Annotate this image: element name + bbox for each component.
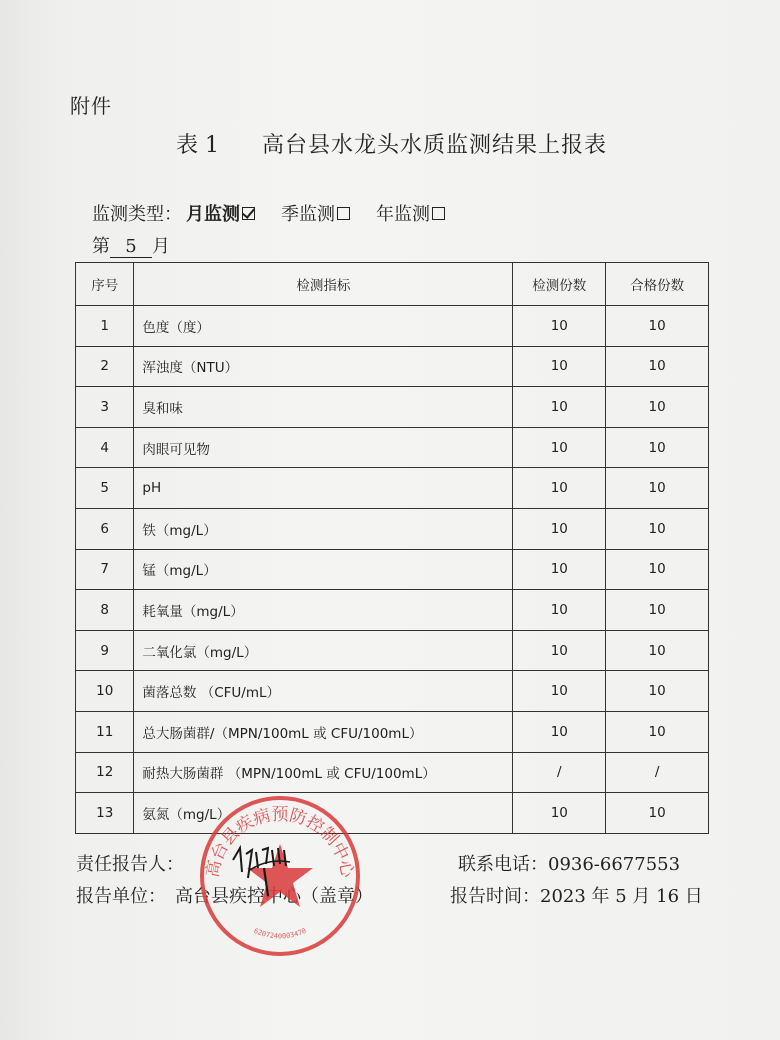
row-passed-count: / [606,752,709,793]
seal-text: 高台县疾病预防控制中心 [202,804,358,880]
option-monthly[interactable] [186,200,255,226]
row-passed-count: 10 [606,671,709,712]
checkbox-empty-icon[interactable] [337,207,350,220]
row-tested-count: 10 [513,387,606,428]
row-indicator: 氨氮（mg/L） [134,793,513,834]
table-number: 表 1 [176,133,219,158]
table-row [76,590,709,631]
table-row [76,306,709,347]
option-monthly-label: 月监测 [186,204,240,225]
row-indicator: 铁（mg/L） [134,508,513,549]
row-tested-count: 10 [513,468,606,509]
option-quarterly-label: 季监测 [281,204,335,225]
period-line [92,232,170,258]
reporter-label: 责任报告人： [76,854,184,875]
option-yearly[interactable] [376,200,445,226]
row-index: 3 [76,387,134,428]
row-tested-count: 10 [513,630,606,671]
row-index: 13 [76,793,134,834]
row-indicator: 二氧化氯（mg/L） [134,630,513,671]
header-index: 序号 [76,263,134,306]
table-row [76,711,709,752]
row-indicator: pH [134,468,513,509]
table-row [76,752,709,793]
row-tested-count: / [513,752,606,793]
row-tested-count: 10 [513,508,606,549]
header-indicator: 检测指标 [134,263,513,306]
row-tested-count: 10 [513,671,606,712]
monitor-type-label: 监测类型： [92,204,182,225]
row-tested-count: 10 [513,793,606,834]
header-passed-count: 合格份数 [606,263,709,306]
row-passed-count: 10 [606,427,709,468]
row-tested-count: 10 [513,711,606,752]
handwritten-signature [228,838,308,898]
report-date: 报告时间：2023 年 5 月 16 日 [450,886,703,907]
row-passed-count: 10 [606,468,709,509]
row-passed-count: 10 [606,346,709,387]
option-yearly-label: 年监测 [376,204,430,225]
report-unit: 报告单位： 高台县疾控中心（盖章） [76,886,373,907]
checkbox-empty-icon[interactable] [432,207,445,220]
row-indicator: 肉眼可见物 [134,427,513,468]
table-row [76,671,709,712]
table-row [76,387,709,428]
monitor-type-row [92,200,471,226]
row-index: 9 [76,630,134,671]
table-row [76,508,709,549]
row-index: 1 [76,306,134,347]
row-indicator: 浑浊度（NTU） [134,346,513,387]
page-title: 高台县水龙头水质监测结果上报表 [262,133,608,158]
row-index: 12 [76,752,134,793]
row-index: 10 [76,671,134,712]
row-index: 7 [76,549,134,590]
row-tested-count: 10 [513,590,606,631]
table-row [76,630,709,671]
table-header-row [76,263,709,306]
row-tested-count: 10 [513,346,606,387]
row-passed-count: 10 [606,387,709,428]
period-suffix: 月 [152,236,170,257]
seal-number: 6207240003470 [252,926,308,941]
table-row [76,346,709,387]
row-indicator: 色度（度） [134,306,513,347]
row-indicator: 耗氧量（mg/L） [134,590,513,631]
checkbox-checked-icon[interactable] [242,207,255,220]
row-index: 2 [76,346,134,387]
row-index: 11 [76,711,134,752]
row-tested-count: 10 [513,427,606,468]
row-passed-count: 10 [606,711,709,752]
period-month-value: 5 [110,236,152,258]
row-passed-count: 10 [606,508,709,549]
row-passed-count: 10 [606,630,709,671]
row-indicator: 菌落总数 （CFU/mL） [134,671,513,712]
row-tested-count: 10 [513,549,606,590]
table-row [76,468,709,509]
option-quarterly[interactable] [281,200,350,226]
row-passed-count: 10 [606,549,709,590]
paper-shadow [0,0,60,1040]
row-indicator: 耐热大肠菌群 （MPN/100mL 或 CFU/100mL） [134,752,513,793]
row-passed-count: 10 [606,306,709,347]
row-index: 6 [76,508,134,549]
row-indicator: 锰（mg/L） [134,549,513,590]
row-index: 5 [76,468,134,509]
table-row [76,549,709,590]
row-index: 8 [76,590,134,631]
table-row [76,427,709,468]
results-table [75,262,709,834]
contact-phone: 联系电话：0936-6677553 [458,854,681,875]
annex-label: 附件 [70,94,112,118]
header-tested-count: 检测份数 [513,263,606,306]
row-passed-count: 10 [606,793,709,834]
table-row [76,793,709,834]
row-passed-count: 10 [606,590,709,631]
row-tested-count: 10 [513,306,606,347]
row-indicator: 臭和味 [134,387,513,428]
row-indicator: 总大肠菌群/（MPN/100mL 或 CFU/100mL） [134,711,513,752]
period-prefix: 第 [92,236,110,257]
row-index: 4 [76,427,134,468]
